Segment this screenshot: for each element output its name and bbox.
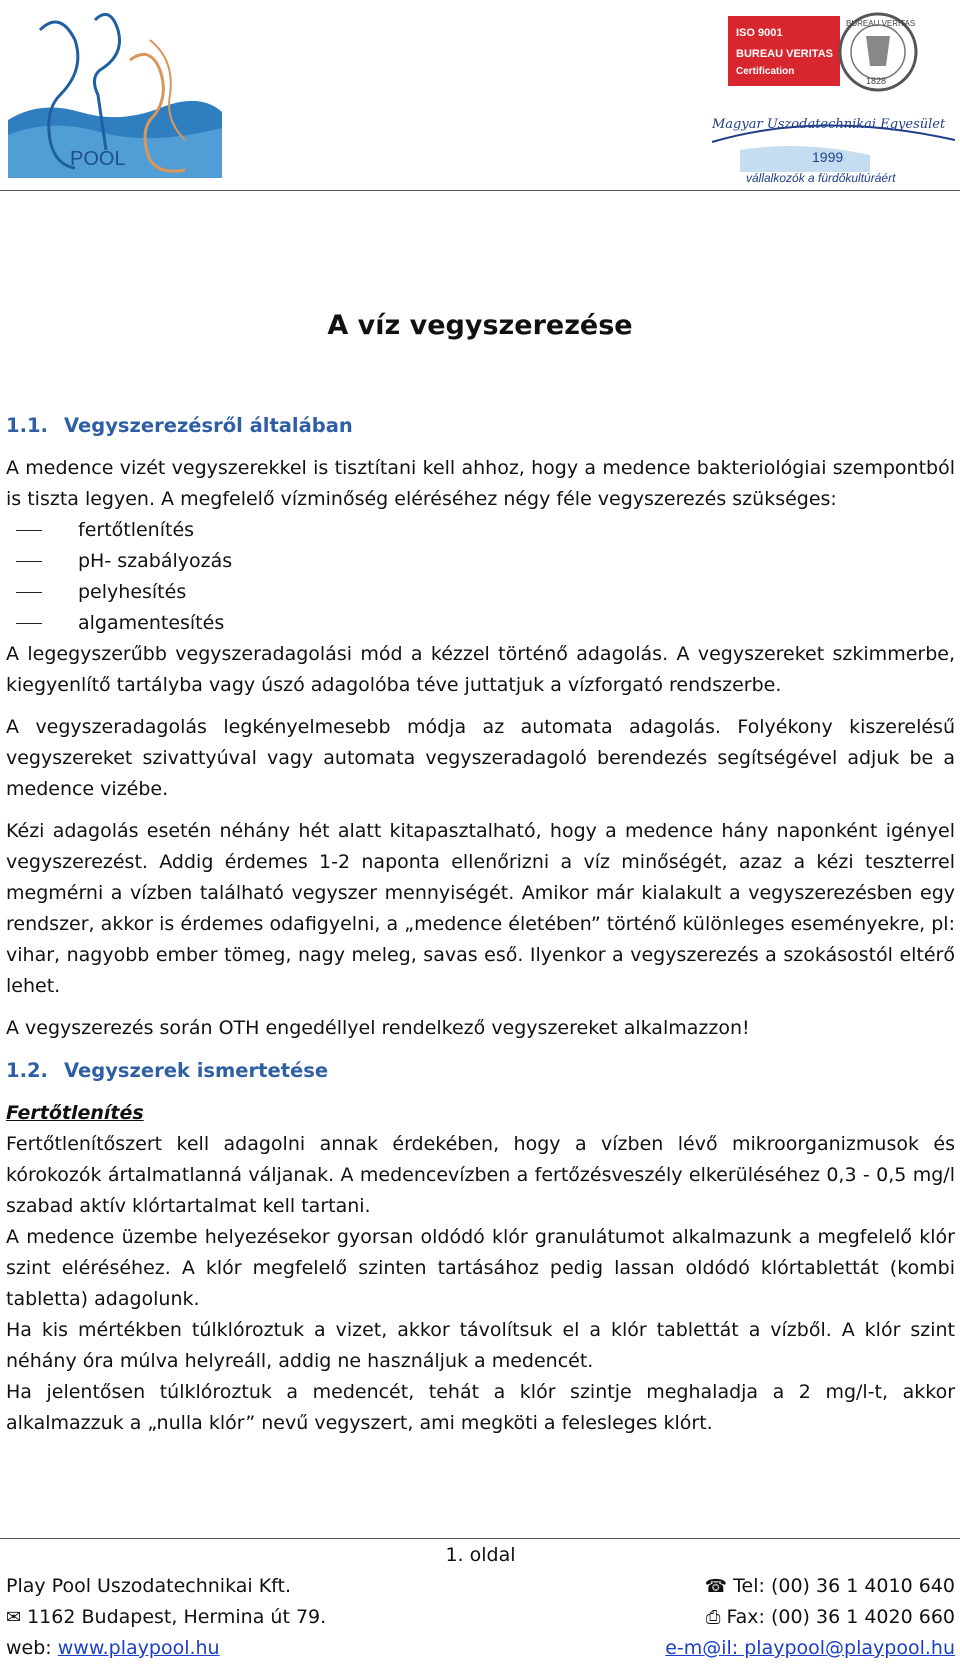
web-label: web: bbox=[6, 1637, 52, 1659]
section-2-title: Vegyszerek ismertetése bbox=[64, 1059, 329, 1082]
dash-bullet bbox=[16, 561, 42, 562]
paragraph-manual-dosing: A legegyszerűbb vegyszeradagolási mód a kézzel történő adagolás. A vegyszereket szkimmerbe, kiegyenlítő tartályba vagy úszó adagolóba téve juttatjuk a vízforgató rendszerbe. bbox=[6, 643, 955, 696]
paragraph-chlorine-granules: A medence üzembe helyezésekor gyorsan oldódó klór granulátumot alkalmazunk a megfelelő klór szint eléréséhez. A klór megfelelő szinten tartásához pedig lassan oldódó klórtablettát (kombi tabletta) adagolunk. bbox=[6, 1226, 955, 1310]
footer-row-1 bbox=[6, 1571, 955, 1602]
page-number: 1. oldal bbox=[445, 1544, 516, 1566]
list-item-text: fertőtlenítés bbox=[78, 519, 195, 541]
list-item-text: algamentesítés bbox=[78, 612, 225, 634]
assoc-name: Magyar Uszodatechnikai Egyesület bbox=[712, 117, 946, 132]
subheading-disinfection: Fertőtlenítés bbox=[6, 1102, 144, 1124]
dash-bullet bbox=[16, 623, 42, 624]
cert-line2: BUREAU VERITAS bbox=[736, 48, 833, 60]
page-title: A víz vegyszerezése bbox=[327, 310, 633, 341]
dash-bullet bbox=[16, 530, 42, 531]
seal-year: 1828 bbox=[866, 76, 887, 86]
cert-line1: ISO 9001 bbox=[736, 27, 783, 39]
paragraph-slight-overchlorination: Ha kis mértékben túlklóroztuk a vizet, akkor távolítsuk el a klór tablettát a vízből. A klór szint néhány óra múlva helyreáll, addig ne használjuk a medencét. bbox=[6, 1319, 955, 1372]
paragraph-automatic-dosing: A vegyszeradagolás legkényelmesebb módja az automata adagolás. Folyékony kiszerelésű vegyszereket szivattyúval vagy automata vegyszeradagoló berendezés segítségével adjuk be a medence vizébe. bbox=[6, 716, 955, 800]
footer-fax bbox=[706, 1602, 955, 1633]
phone-icon: ☎ bbox=[704, 1576, 728, 1597]
paragraph-dosing-frequency: Kézi adagolás esetén néhány hét alatt kitapasztalható, hogy a medence hány naponként igényel vegyszerezést. Addig érdemes 1-2 naponta ellenőrizni a víz minőségét, azaz a kézi teszterrel megmérni a vízben található vegyszer mennyiségét. Amikor már kialakult a vegyszerezésben egy rendszer, akkor is érdemes odafigyelni, a „medence életében” történő különleges eseményekre, pl: vihar, nagyobb ember tömeg, nagy meleg, savas eső. Ilyenkor a vegyszerezés a szokásostól eltérő lehet. bbox=[6, 820, 955, 997]
assoc-year: 1999 bbox=[812, 149, 844, 165]
cert-line3: Certification bbox=[736, 66, 795, 77]
email-link[interactable]: e-m@il: playpool@playpool.hu bbox=[665, 1637, 955, 1659]
section-1-number: 1.1. bbox=[6, 414, 48, 437]
address-text: 1162 Budapest, Hermina út 79. bbox=[27, 1606, 327, 1628]
header-logos-svg bbox=[0, 0, 960, 192]
paragraph-disinfectant: Fertőtlenítőszert kell adagolni annak érdekében, hogy a vízben lévő mikroorganizmusok és kórokozók ártalmatlanná váljanak. A medencevízben a fertőzésveszély elkerüléséhez 0,3 - 0,5 mg/l szabad aktív klórtartalmat kell tartani. bbox=[6, 1133, 955, 1217]
header-divider bbox=[0, 190, 960, 191]
list-item bbox=[6, 546, 955, 577]
footer-address bbox=[6, 1602, 326, 1633]
footer-row-3 bbox=[6, 1633, 955, 1664]
footer-row-2 bbox=[6, 1602, 955, 1633]
main-content bbox=[6, 410, 955, 1439]
header-logos bbox=[0, 0, 960, 192]
list-item bbox=[6, 515, 955, 546]
association-logo bbox=[711, 117, 955, 185]
list-item-text: pH- szabályozás bbox=[78, 550, 233, 572]
bureau-veritas-badge bbox=[728, 14, 916, 90]
page-footer bbox=[6, 1540, 955, 1664]
paragraph-oth-notice: A vegyszerezés során OTH engedéllyel rendelkező vegyszereket alkalmazzon! bbox=[6, 1017, 750, 1039]
list-item bbox=[6, 608, 955, 639]
section-1-intro: A medence vizét vegyszerekkel is tisztítani kell ahhoz, hogy a medence bakteriológiai szempontból is tiszta legyen. A megfelelő vízminőség eléréséhez négy féle vegyszerezés szükséges: bbox=[6, 457, 955, 510]
website-link[interactable]: www.playpool.hu bbox=[57, 1637, 220, 1659]
fax-icon: ⎙ bbox=[706, 1607, 721, 1628]
phone-text: Tel: (00) 36 1 4010 640 bbox=[733, 1575, 955, 1597]
treatment-list bbox=[6, 515, 955, 639]
assoc-slogan: vállalkozók a fürdőkultúráért bbox=[746, 171, 896, 185]
seal-top-text: BUREAU VERITAS bbox=[846, 19, 916, 28]
mail-icon: ✉ bbox=[6, 1607, 22, 1628]
paragraph-heavy-overchlorination: Ha jelentősen túlklóroztuk a medencét, tehát a klór szintje meghaladja a 2 mg/l-t, akkor alkalmazzuk a „nulla klór” nevű vegyszert, ami megköti a felesleges klórt. bbox=[6, 1381, 955, 1434]
list-item bbox=[6, 577, 955, 608]
section-2-heading bbox=[6, 1055, 955, 1086]
section-1-heading bbox=[6, 410, 955, 441]
fax-text: Fax: (00) 36 1 4020 660 bbox=[726, 1606, 955, 1628]
footer-divider bbox=[0, 1538, 960, 1539]
section-1-title: Vegyszerezésről általában bbox=[64, 414, 353, 437]
dash-bullet bbox=[16, 592, 42, 593]
play-pool-logo bbox=[8, 14, 222, 178]
footer-web bbox=[6, 1633, 220, 1664]
footer-phone bbox=[705, 1571, 955, 1602]
logo-pool-text: POOL bbox=[70, 148, 126, 170]
company-name: Play Pool Uszodatechnikai Kft. bbox=[6, 1575, 291, 1597]
list-item-text: pelyhesítés bbox=[78, 581, 187, 603]
footer-email bbox=[665, 1633, 955, 1664]
section-2-number: 1.2. bbox=[6, 1059, 48, 1082]
